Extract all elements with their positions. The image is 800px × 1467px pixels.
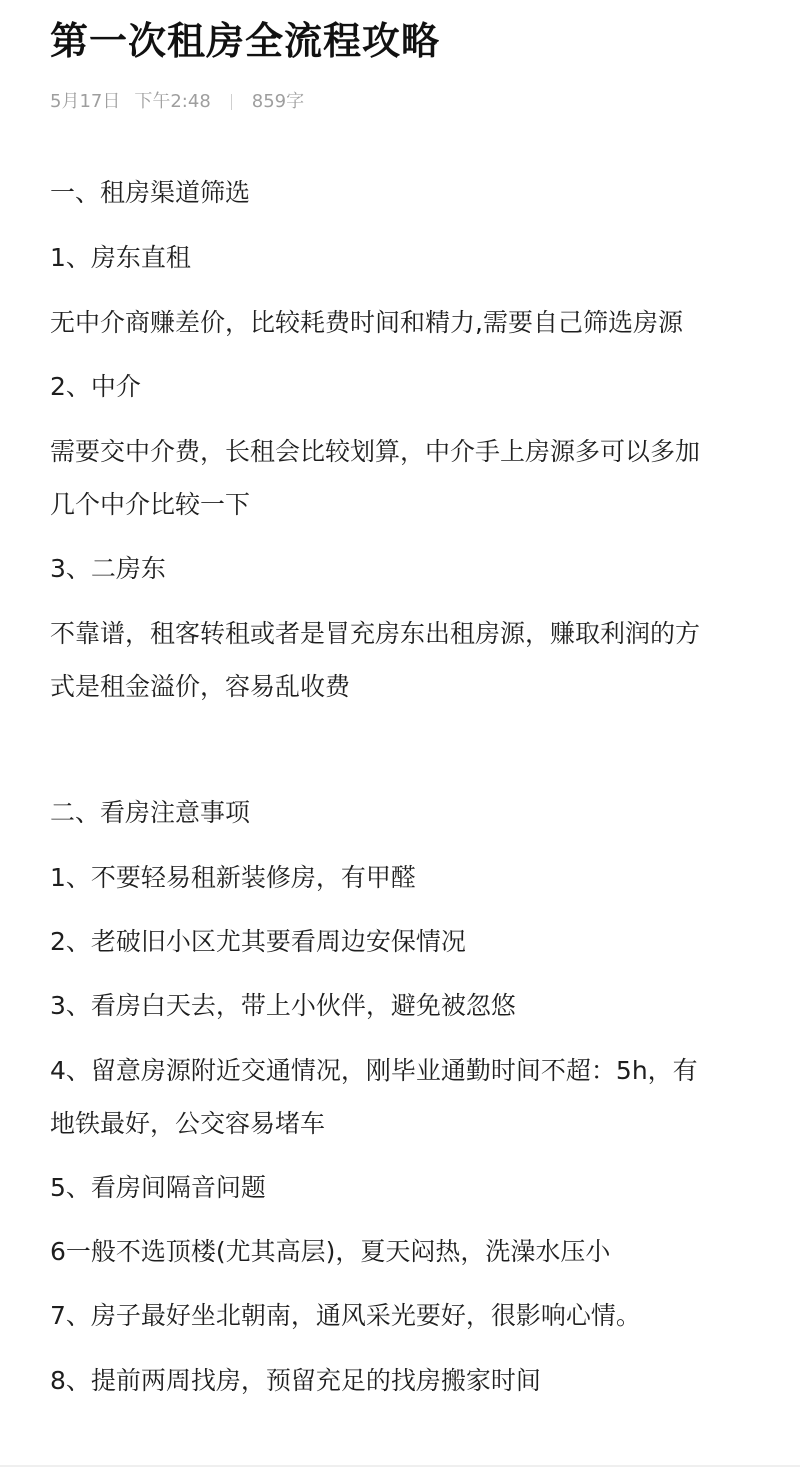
list-item-title: 3、二房东: [50, 554, 166, 583]
list-item: 8、提前两周找房，预留充足的找房搬家时间: [50, 1366, 541, 1395]
list-item-desc: 无中介商赚差价，比较耗费时间和精力,需要自己筛选房源: [50, 308, 683, 337]
note-date: 5月17日: [50, 91, 121, 112]
note-title: 第一次租房全流程攻略: [50, 19, 441, 63]
list-item-title: 2、中介: [50, 372, 141, 401]
list-item: 6一般不选顶楼(尤其高层)，夏天闷热，洗澡水压小: [50, 1237, 611, 1266]
list-item: 5、看房间隔音问题: [50, 1173, 266, 1202]
list-item-desc: 需要交中介费，长租会比较划算，中介手上房源多可以多加: [50, 437, 701, 466]
list-item: 2、老破旧小区尤其要看周边安保情况: [50, 927, 466, 956]
section-heading: 一、租房渠道筛选: [50, 178, 251, 207]
note-meta: [50, 88, 304, 116]
list-item: 7、房子最好坐北朝南，通风采光要好，很影响心情。: [50, 1301, 641, 1330]
meta-divider: [231, 94, 232, 110]
list-item-desc: 式是租金溢价，容易乱收费: [50, 672, 351, 701]
list-item: 4、留意房源附近交通情况，刚毕业通勤时间不超：5h，有: [50, 1056, 698, 1085]
list-item-desc: 不靠谱，租客转租或者是冒充房东出租房源，赚取利润的方: [50, 619, 701, 648]
note-time: 下午2:48: [134, 91, 211, 112]
list-item: 地铁最好，公交容易堵车: [50, 1109, 326, 1138]
list-item: 1、不要轻易租新装修房，有甲醛: [50, 863, 416, 892]
section-heading: 二、看房注意事项: [50, 798, 251, 827]
note-word-count: 859字: [251, 91, 305, 112]
list-item-desc: 几个中介比较一下: [50, 490, 251, 519]
list-item-title: 1、房东直租: [50, 243, 191, 272]
list-item: 3、看房白天去，带上小伙伴，避免被忽悠: [50, 991, 516, 1020]
